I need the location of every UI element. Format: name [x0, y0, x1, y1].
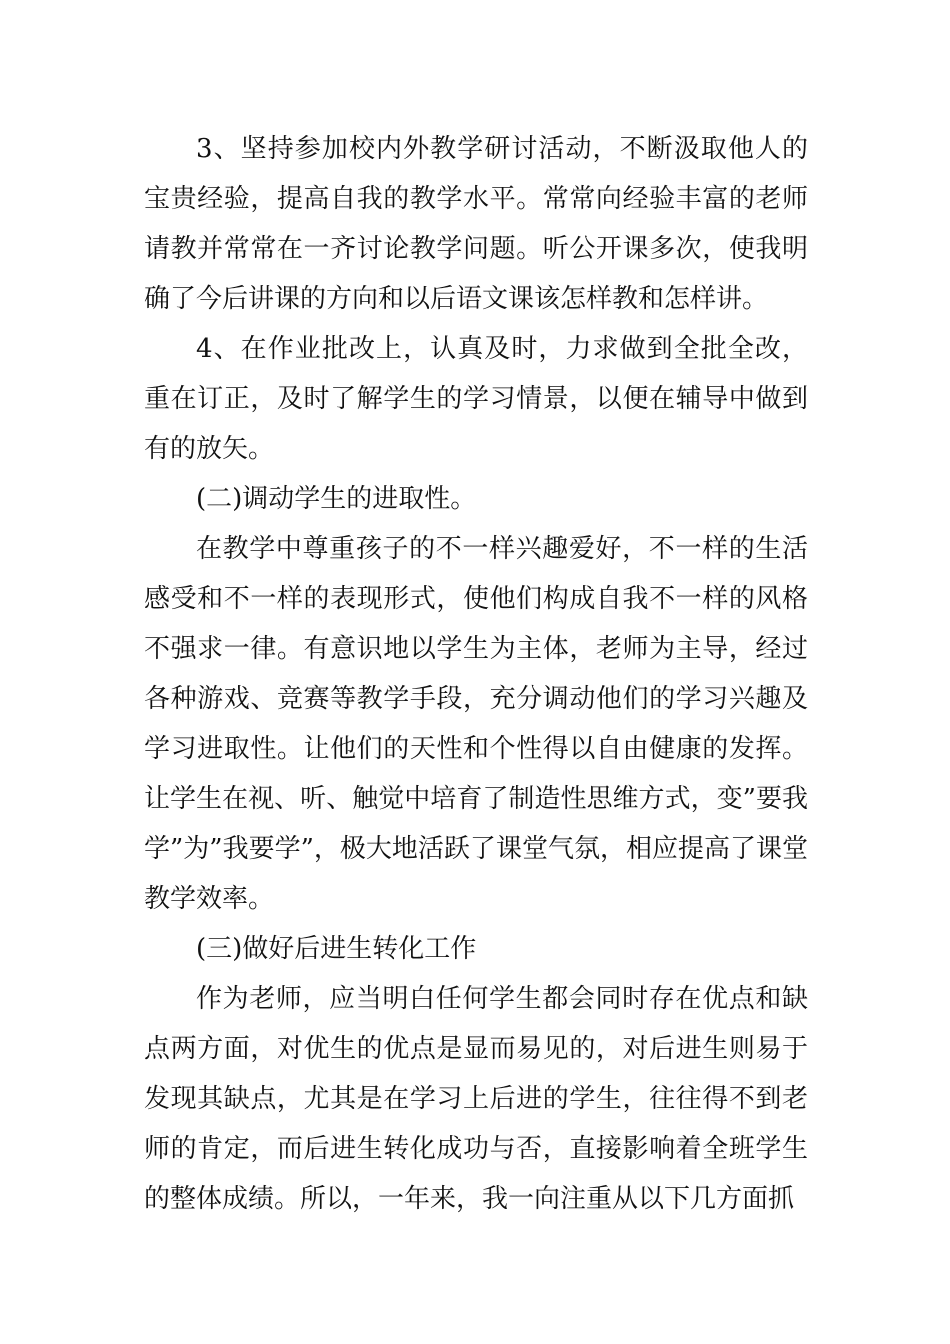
paragraph-section-2-body: 在教学中尊重孩子的不一样兴趣爱好，不一样的生活感受和不一样的表现形式，使他们构成自我不一样的风格不强求一律。有意识地以学生为主体，老师为主导，经过各种游戏、竞赛等教学手段，充分调动他们的学习兴趣及学习进取性。让他们的天性和个性得以自由健康的发挥。让学生在视、听、触觉中培育了制造性思维方式，变”要我学”为”我要学”，极大地活跃了课堂气氛，相应提高了课堂教学效率。 [144, 534, 808, 914]
document-body [144, 124, 808, 1224]
paragraph-item-4: 4、在作业批改上，认真及时，力求做到全批全改，重在订正，及时了解学生的学习情景，以便在辅导中做到有的放矢。 [144, 334, 808, 464]
section-heading-2: (二)调动学生的进取性。 [196, 484, 477, 514]
paragraph-section-3-body: 作为老师，应当明白任何学生都会同时存在优点和缺点两方面，对优生的优点是显而易见的，对后进生则易于发现其缺点，尤其是在学习上后进的学生，往往得不到老师的肯定，而后进生转化成功与否，直接影响着全班学生的整体成绩。所以，一年来，我一向注重从以下几方面抓 [144, 984, 808, 1214]
paragraph-item-3: 3、坚持参加校内外教学研讨活动，不断汲取他人的宝贵经验，提高自我的教学水平。常常向经验丰富的老师请教并常常在一齐讨论教学问题。听公开课多次，使我明确了今后讲课的方向和以后语文课该怎样教和怎样讲。 [144, 134, 808, 314]
section-heading-3: (三)做好后进生转化工作 [196, 934, 477, 964]
